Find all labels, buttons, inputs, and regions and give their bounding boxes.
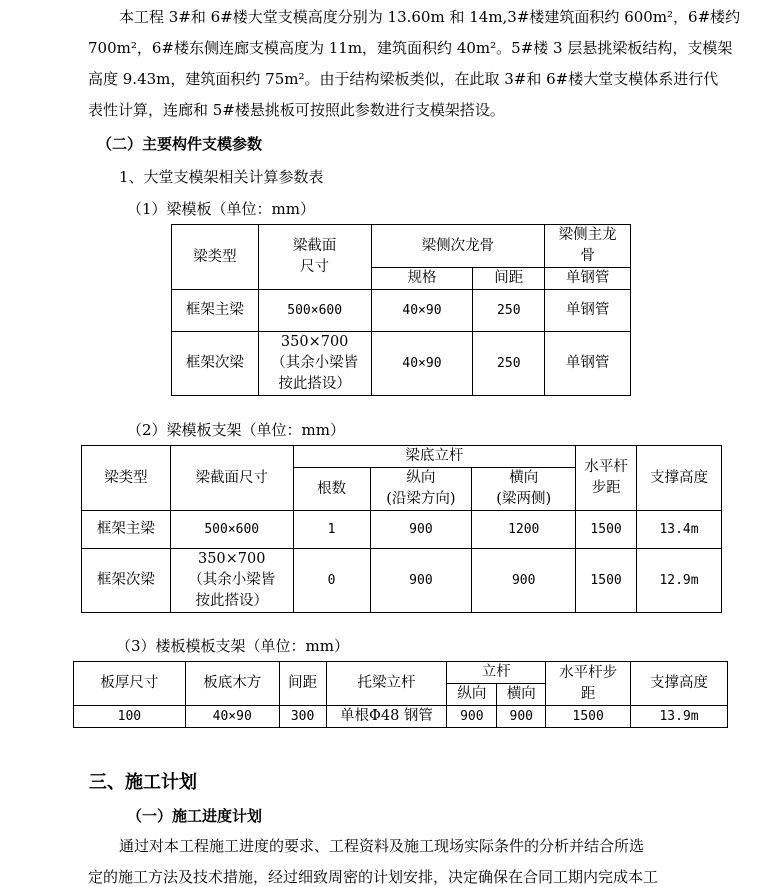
chapter-heading: 三、施工计划 — [89, 772, 197, 793]
table-caption: （2）梁模板支架（单位：mm） — [127, 421, 345, 439]
cell-main: 单钢管 — [545, 332, 631, 396]
header-pole: 立杆 — [447, 662, 546, 684]
header-section-size: 梁截面 尺寸 — [258, 225, 371, 290]
header-spacing: 间距 — [279, 662, 326, 706]
header-beam-type: 梁类型 — [82, 446, 171, 511]
cell-type: 框架次梁 — [172, 332, 259, 396]
header-slab-thickness: 板厚尺寸 — [74, 662, 186, 706]
cell-spacing: 300 — [279, 706, 326, 728]
table-row — [172, 332, 631, 396]
intro-line: 本工程 3#和 6#楼大堂支模高度分别为 13.60m 和 14m,3#楼建筑面积约 600m²，6#楼约 — [119, 8, 741, 26]
cell-section: 350×700 （其余小梁皆 按此搭设） — [170, 549, 293, 613]
cell-transverse: 1200 — [472, 511, 576, 549]
cell-type: 框架主梁 — [172, 290, 259, 332]
header-transverse: 横向 — [497, 684, 546, 706]
slab-support-table — [73, 661, 728, 728]
cell-height: 13.4m — [637, 511, 722, 549]
header-step: 水平杆 步距 — [576, 446, 637, 511]
header-main-spec: 单钢管 — [545, 268, 631, 290]
header-bottom-timber: 板底木方 — [185, 662, 279, 706]
cell-timber: 40×90 — [185, 706, 279, 728]
table-row — [82, 511, 722, 549]
cell-spacing: 250 — [473, 290, 545, 332]
section-heading: （二）主要构件支模参数 — [97, 135, 263, 153]
table-row — [82, 549, 722, 613]
header-main-joist: 梁侧主龙 骨 — [545, 225, 631, 268]
header-secondary-joist: 梁侧次龙骨 — [371, 225, 545, 268]
table-caption: （1）梁模板（单位：mm） — [127, 200, 315, 218]
closing-line: 定的施工方法及技术措施，经过细致周密的计划安排，决定确保在合同工期内完成本工 — [88, 868, 659, 886]
cell-section: 500×600 — [170, 511, 293, 549]
cell-count: 1 — [293, 511, 370, 549]
cell-height: 12.9m — [637, 549, 722, 613]
cell-spacing: 250 — [473, 332, 545, 396]
table-caption: （3）楼板模板支架（单位：mm） — [116, 637, 349, 655]
cell-transverse: 900 — [472, 549, 576, 613]
cell-transverse: 900 — [497, 706, 546, 728]
cell-longitudinal: 900 — [370, 511, 472, 549]
cell-type: 框架主梁 — [82, 511, 171, 549]
header-support-height: 支撑高度 — [637, 446, 722, 511]
cell-longitudinal: 900 — [447, 706, 497, 728]
header-count: 根数 — [293, 468, 370, 511]
header-support-height: 支撑高度 — [631, 662, 728, 706]
cell-support: 单根Φ48 钢管 — [326, 706, 447, 728]
intro-line: 700m²，6#楼东侧连廊支模高度为 11m，建筑面积约 40m²。5#楼 3 层悬挑梁板结构，支模架 — [88, 39, 733, 57]
cell-longitudinal: 900 — [370, 549, 472, 613]
subsection-title: 1、大堂支模架相关计算参数表 — [119, 168, 324, 186]
header-beam-type: 梁类型 — [172, 225, 259, 290]
beam-formwork-table — [171, 224, 631, 396]
header-longitudinal: 纵向 — [447, 684, 497, 706]
section-heading: （一）施工进度计划 — [127, 807, 263, 825]
cell-height: 13.9m — [631, 706, 728, 728]
header-spacing: 间距 — [473, 268, 545, 290]
header-step: 水平杆步 距 — [546, 662, 631, 706]
cell-step: 1500 — [576, 549, 637, 613]
closing-line: 通过对本工程施工进度的要求、工程资料及施工现场实际条件的分析并结合所选 — [119, 837, 645, 855]
header-bottom-pole: 梁底立杆 — [293, 446, 575, 468]
table-row — [172, 290, 631, 332]
cell-step: 1500 — [576, 511, 637, 549]
intro-line: 表性计算，连廊和 5#楼悬挑板可按照此参数进行支模架搭设。 — [88, 101, 505, 119]
cell-spec: 40×90 — [371, 290, 473, 332]
cell-step: 1500 — [546, 706, 631, 728]
cell-section: 350×700 （其余小梁皆 按此搭设） — [258, 332, 371, 396]
beam-support-table — [81, 445, 722, 613]
cell-main: 单钢管 — [545, 290, 631, 332]
header-longitudinal: 纵向 (沿梁方向) — [370, 468, 472, 511]
table-row — [74, 706, 728, 728]
header-transverse: 横向 (梁两侧) — [472, 468, 576, 511]
cell-thickness: 100 — [74, 706, 186, 728]
cell-section: 500×600 — [258, 290, 371, 332]
header-spec: 规格 — [371, 268, 473, 290]
intro-line: 高度 9.43m，建筑面积约 75m²。由于结构梁板类似，在此取 3#和 6#楼大堂支模体系进行代 — [88, 70, 719, 88]
cell-type: 框架次梁 — [82, 549, 171, 613]
header-section-size: 梁截面尺寸 — [170, 446, 293, 511]
cell-spec: 40×90 — [371, 332, 473, 396]
cell-count: 0 — [293, 549, 370, 613]
header-support-pole: 托梁立杆 — [326, 662, 447, 706]
